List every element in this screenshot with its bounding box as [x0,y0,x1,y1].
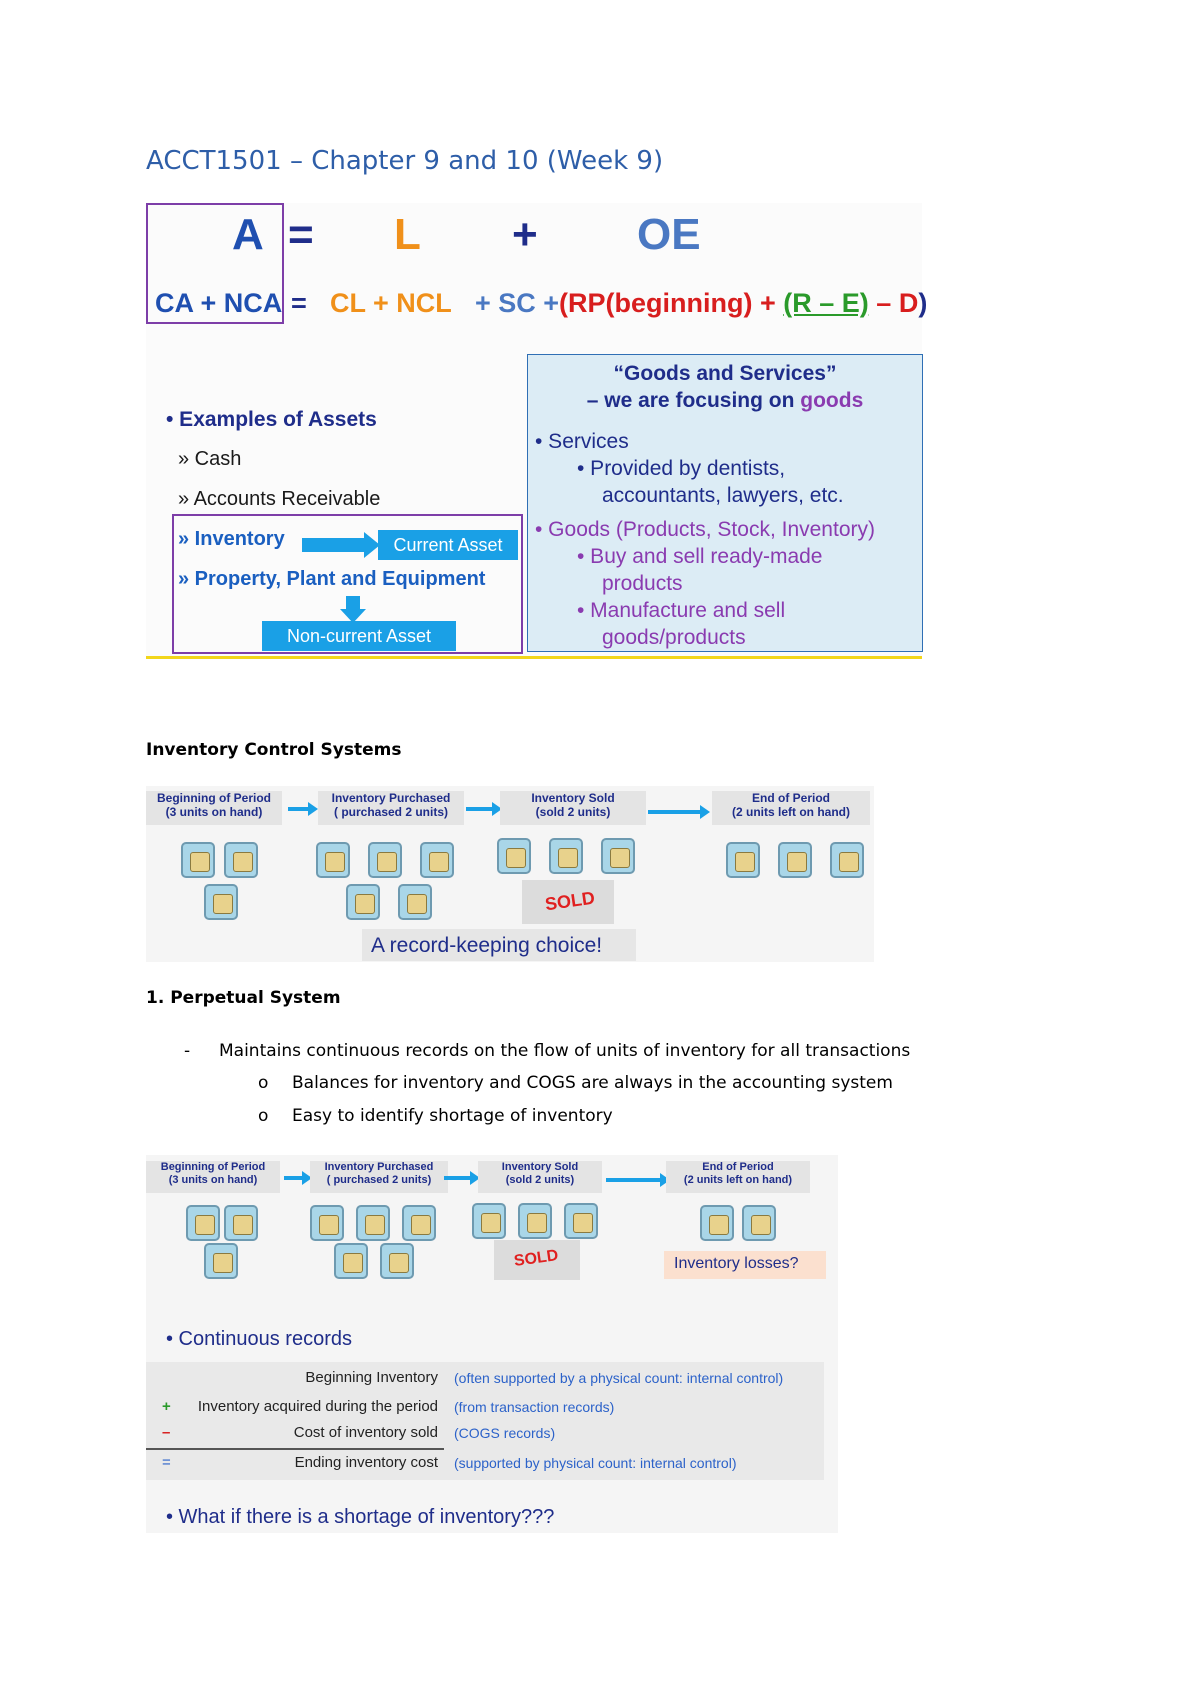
eq-minus-d: – D [868,288,919,318]
stage-detail: (sold 2 units) [535,805,611,820]
assets-heading: • Examples of Assets [166,408,377,431]
goods-bullet: • Goods (Products, Stock, Inventory) [535,518,875,541]
sold-label: SOLD [543,887,597,915]
inventory-box-icon [181,842,215,878]
stage-detail: ( purchased 2 units) [333,805,449,820]
stage-detail: (3 units on hand) [168,1174,258,1187]
stage-detail: (3 units on hand) [165,805,263,820]
eq-ca-nca: CA + NCA [155,288,283,318]
inventory-box-icon [601,838,635,874]
inventory-box-icon [346,884,380,920]
inventory-box-icon [564,1203,598,1239]
stage-detail: ( purchased 2 units) [326,1174,432,1187]
sold-label: SOLD [512,1246,560,1271]
eq-rp: (RP(beginning) + [559,288,784,318]
noncurrent-asset-label: Non-current Asset [262,621,456,651]
flow-arrow [648,810,702,814]
stage-detail: (2 units left on hand) [683,1174,793,1187]
stage-detail: (2 units left on hand) [732,805,850,820]
stage-title: Inventory Sold [501,1161,579,1173]
ppe-arrow-shaft [346,596,360,610]
row-note: (supported by physical count: internal control) [454,1455,737,1471]
inventory-box-icon [310,1205,344,1241]
inventory-box-icon [830,842,864,878]
inventory-box-icon [368,842,402,878]
dash-bullet: - [184,1041,191,1061]
stage-title: Inventory Purchased [331,791,451,805]
perpetual-sub-2: Easy to identify shortage of inventory [292,1106,613,1126]
inventory-box-icon [497,838,531,874]
asset-item-ppe: » Property, Plant and Equipment [178,568,486,590]
flow-arrow [288,807,310,811]
eq-r-minus-e: (R – E) [783,288,869,318]
row-note: (COGS records) [454,1425,556,1441]
inventory-box-icon [742,1205,776,1241]
page-title: ACCT1501 – Chapter 9 and 10 (Week 9) [146,146,664,176]
stage-detail: (sold 2 units) [505,1174,575,1187]
inventory-box-icon [334,1243,368,1279]
goods-box-heading: “Goods and Services” [613,362,837,385]
record-keeping-caption: A record-keeping choice! [371,934,603,957]
goods-box-goods-word: goods [800,389,864,412]
flow-arrow [466,807,494,811]
stage-title: End of Period [752,791,830,805]
inventory-box-icon [700,1205,734,1241]
eq-equals-2: = [291,288,307,318]
services-sub2: accountants, lawyers, etc. [602,484,844,507]
eq-assets-letter: A [232,210,264,259]
inventory-box-icon [778,842,812,878]
goods-sub2: • Manufacture and sell [577,599,786,622]
continuous-records-bullet: • Continuous records [166,1328,352,1350]
flow-arrow [444,1176,472,1180]
stage-beginning [146,791,282,825]
goods-sub2-cont: goods/products [602,626,746,649]
row-note: (from transaction records) [454,1399,615,1415]
stage-title: Inventory Sold [531,791,615,805]
table-divider [146,1448,444,1450]
stage-end [666,1161,810,1193]
inventory-box-icon [186,1205,220,1241]
perpetual-main-point: Maintains continuous records on the flow of units of inventory for all transactions [219,1041,911,1061]
asset-item-cash: » Cash [178,448,242,470]
flow-arrow [284,1176,304,1180]
perpetual-heading: 1. Perpetual System [146,988,341,1008]
inventory-box-icon [518,1203,552,1239]
perpetual-sub-1: Balances for inventory and COGS are always in the accounting system [292,1073,893,1093]
stage-sold [500,791,646,825]
plus-sign: + [162,1398,171,1415]
services-sub1: • Provided by dentists, [577,457,786,480]
row-label: Cost of inventory sold [293,1424,438,1441]
row-label: Ending inventory cost [294,1454,438,1471]
stage-title: Beginning of Period [160,1161,266,1173]
inventory-control-heading: Inventory Control Systems [146,740,402,760]
goods-sub1: • Buy and sell ready-made [577,545,823,568]
eq-cl-ncl: CL + NCL [330,288,452,318]
flow-arrow [606,1178,662,1182]
asset-item-inventory: » Inventory [178,528,285,550]
inventory-box-icon [380,1243,414,1279]
asset-item-receivable: » Accounts Receivable [178,488,381,510]
goods-box-subheading-text: – we are focusing on [586,389,801,412]
stage-end [712,791,870,825]
inventory-box-icon [549,838,583,874]
equals-sign: = [162,1454,171,1471]
eq-liabilities-letter: L [394,210,421,259]
inventory-box-icon [316,842,350,878]
inventory-box-icon [356,1205,390,1241]
stage-title: End of Period [702,1161,774,1173]
row-label: Inventory acquired during the period [197,1398,438,1415]
row-note: (often supported by a physical count: internal control) [454,1370,784,1386]
current-asset-label: Current Asset [378,530,518,560]
stage-title: Inventory Purchased [324,1161,434,1173]
sub-bullet-marker: o [258,1106,269,1126]
services-bullet: • Services [535,430,629,453]
inventory-box-icon [204,884,238,920]
sub-bullet-marker: o [258,1073,269,1093]
stage-sold [478,1161,602,1193]
stage-title: Beginning of Period [157,791,271,805]
inventory-box-icon [726,842,760,878]
minus-sign: – [162,1424,171,1441]
inventory-box-icon [224,1205,258,1241]
inventory-box-icon [398,884,432,920]
eq-plus: + [512,210,538,259]
inventory-box-icon [420,842,454,878]
inventory-box-icon [472,1203,506,1239]
shortage-question: • What if there is a shortage of inventory??? [166,1506,555,1528]
eq-owners-equity-expansion [475,288,927,319]
stage-beginning [146,1161,280,1193]
inventory-box-icon [224,842,258,878]
goods-sub1-cont: products [602,572,683,595]
row-label: Beginning Inventory [305,1369,438,1386]
goods-box-subheading [527,389,923,413]
inventory-losses-text: Inventory losses? [674,1255,799,1272]
eq-sc: + SC + [475,288,560,318]
eq-close-paren: ) [918,288,928,318]
inventory-arrow-shaft [302,538,366,552]
eq-equals: = [288,210,314,259]
slide-underline [146,656,922,659]
inventory-box-icon [204,1243,238,1279]
eq-oe-letters: OE [637,210,701,259]
inventory-box-icon [402,1205,436,1241]
stage-purchased [318,791,464,825]
stage-purchased [310,1161,448,1193]
